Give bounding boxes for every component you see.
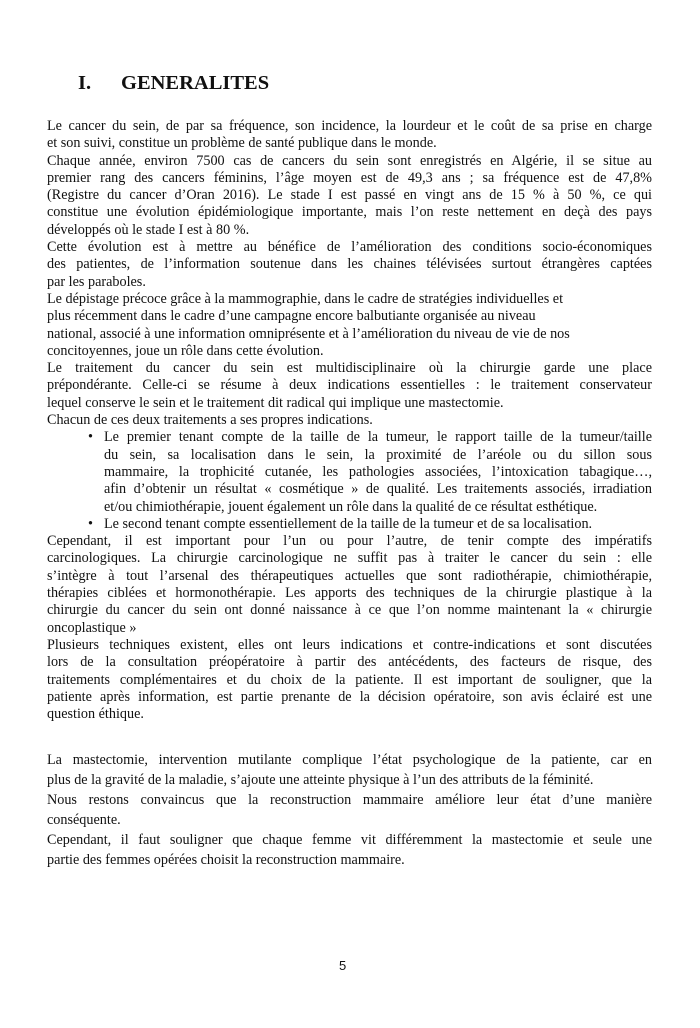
text-line: thérapies ciblées et hormonothérapie. Les apports des techniques de la chirurgie plastique à la [47,585,652,602]
text-line: carcinologiques. La chirurgie carcinologique ne suffit pas à traiter le cancer du sein : elle [47,550,652,567]
text-line: mammaire, la trophicité cutanée, les pathologies associées, l’intoxication tabagique…, [104,463,652,480]
text-line: Cependant, il faut souligner que chaque femme vit différemment la mastectomie et seule une [47,832,652,849]
paragraph [47,153,652,239]
text-line: partie des femmes opérées choisit la reconstruction mammaire. [47,852,405,869]
paragraph [47,637,652,723]
text-line: Le cancer du sein, de par sa fréquence, son incidence, la lourdeur et le coût de sa prise en charge [47,118,652,134]
text-line: patiente après information, est partie prenante de la décision opératoire, son avis éclairé est une [47,688,652,705]
text-line: et/ou chimiothérapie, jouent également un rôle dans la qualité de ce résultat esthétique. [104,498,598,515]
text-line: Chaque année, environ 7500 cas de cancers du sein sont enregistrés en Algérie, il se situe au [47,152,652,169]
text-line: du sein, sa localisation dans le sein, la proximité de l’aréole ou du sillon sous [104,446,652,463]
text-line: Le dépistage précoce grâce à la mammographie, dans le cadre de stratégies individuelles et [47,290,564,307]
paragraph [47,790,652,830]
text-line: constitue une évolution épidémiologique importante, mais l’on reste nettement en deçà des pays [47,204,652,221]
text-line: Le traitement du cancer du sein est multidisciplinaire où la chirurgie garde une place [47,360,652,377]
body-text-conclusion [47,750,652,871]
paragraph [47,291,652,360]
bullet-item [47,429,652,515]
text-line: prépondérante. Celle-ci se résume à deux indications essentielles : le traitement conservateur [47,377,652,394]
text-line: conséquente. [47,812,121,829]
page-number: 5 [339,958,347,973]
text-line: Le second tenant compte essentiellement de la taille de la tumeur et de sa localisation. [104,515,593,532]
text-line: concitoyennes, joue un rôle dans cette évolution. [47,342,324,359]
text-line: développés où le stade I est à 80 %. [47,221,250,238]
text-line: lors de la consultation préopératoire à partir des antécédents, des facteurs de risque, des [47,654,652,671]
text-line: des patientes, de l’information soutenue dans les chaines télévisées surtout étrangères captées [47,256,652,273]
text-line: lequel conserve le sein et le traitement dit radical qui implique une mastectomie. [47,394,504,411]
text-line: oncoplastique » [47,619,137,636]
text-line: Le premier tenant compte de la taille de la tumeur, le rapport taille de la tumeur/taille [104,429,652,446]
bullet-icon: • [88,515,93,532]
paragraph [47,412,652,429]
section-number: I. [78,72,92,94]
paragraph [47,750,652,790]
paragraph [47,239,652,291]
bullet-item [47,516,652,533]
text-line: afin d’obtenir un résultat « cosmétique » de qualité. Les traitements associés, irradiation [104,481,652,498]
text-line: Cette évolution est à mettre au bénéfice de l’amélioration des conditions socio-économiques [47,239,652,256]
text-line: par les paraboles. [47,273,146,290]
text-line: Nous restons convaincus que la reconstruction mammaire améliore leur état d’une manière [47,792,652,809]
text-line: s’intègre à tout l’arsenal des thérapeutiques actuelles que sont radiothérapie, chimiothérapie, [47,567,652,584]
text-line: question éthique. [47,706,144,723]
section-title: GENERALITES [121,72,270,94]
paragraph [47,118,652,153]
text-line: national, associé à une information omniprésente et à l’amélioration du niveau de vie de nos [47,325,570,342]
text-line: plus récemment dans le cadre d’une campagne encore balbutiante organisée au niveau [47,308,536,325]
text-line: chirurgie du cancer du sein ont donné naissance à ce que l’on nomme maintenant la « chirurgie [47,602,652,619]
section-heading [78,72,269,95]
text-line: premier rang des cancers féminins, l’âge moyen est de 49,3 ans ; sa fréquence est de 47,8% [47,169,652,186]
paragraph [47,533,652,637]
bullet-icon: • [88,429,93,446]
text-line: et son suivi, constitue un problème de santé publique dans le monde. [47,135,437,152]
paragraph [47,830,652,870]
text-line: (Registre du cancer d’Oran 2016). Le stade I est passé en vingt ans de 15 % à 50 %, ce qui [47,187,652,204]
body-text-main [47,118,652,723]
text-line: Chacun de ces deux traitements a ses propres indications. [47,412,373,429]
text-line: Cependant, il est important pour l’un ou pour l’autre, de tenir compte des impératifs [47,533,652,550]
text-line: traitements complémentaires et du choix de la patiente. Il est important de souligner, que la [47,671,652,688]
text-line: La mastectomie, intervention mutilante complique l’état psychologique de la patiente, car en [47,752,652,768]
paragraph [47,360,652,412]
text-line: Plusieurs techniques existent, elles ont leurs indications et contre-indications et sont discutées [47,636,652,653]
text-line: plus de la gravité de la maladie, s’ajoute une atteinte physique à l’un des attributs de la féminité. [47,772,594,789]
